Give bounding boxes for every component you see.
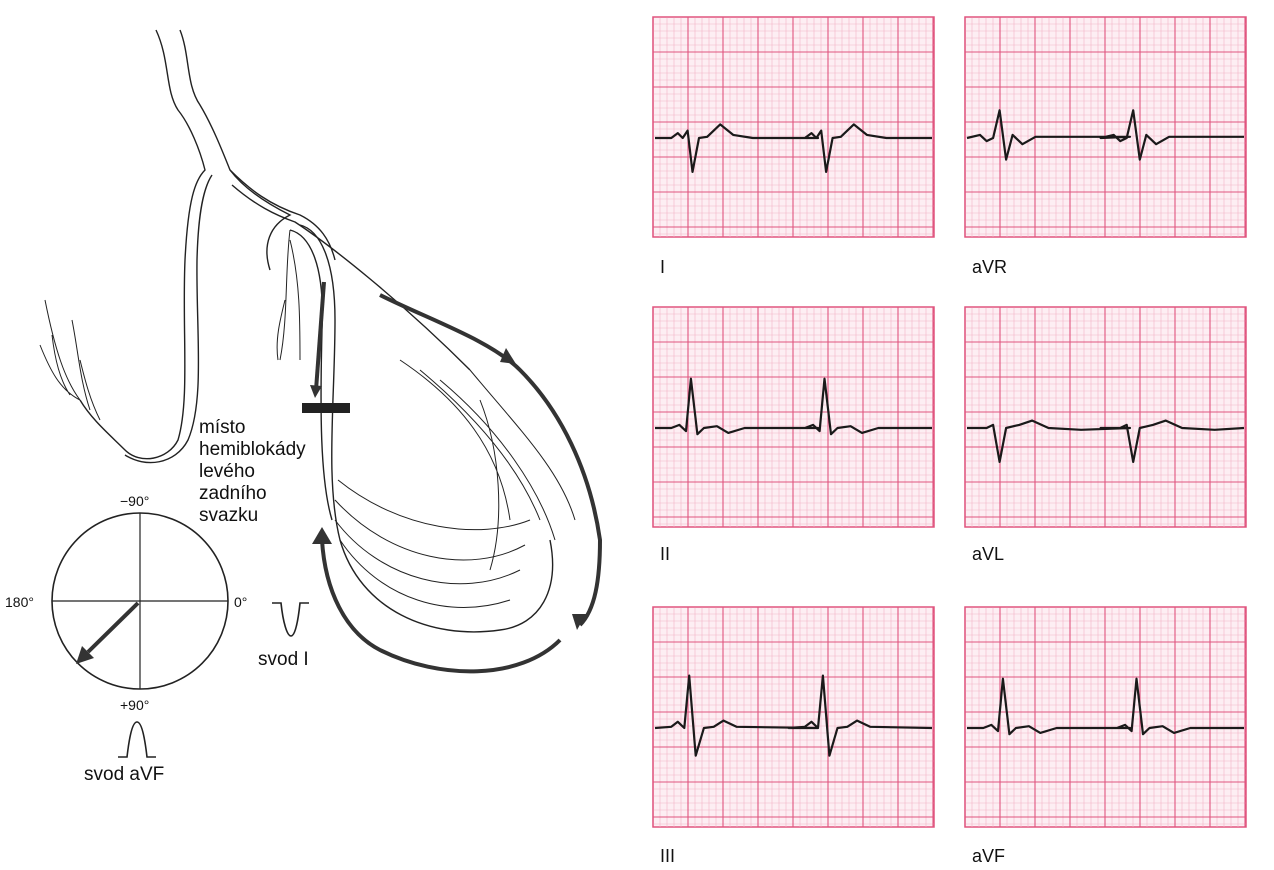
block-label-line-2: hemiblokády <box>199 439 306 460</box>
axis-label-plus90: +90° <box>120 697 150 713</box>
ecg-panel-aVF <box>965 607 1246 866</box>
hexaxial-circle <box>5 493 247 713</box>
ecg-panel-II <box>653 307 934 564</box>
block-label-line-1: místo <box>199 417 246 438</box>
ecg-lead-label-aVF: aVF <box>972 846 1006 866</box>
conduction-system-diagram <box>40 30 575 632</box>
axis-label-180: 180° <box>5 594 34 610</box>
ecg-lead-label-aVR: aVR <box>972 257 1008 277</box>
purkinje-fibers <box>335 360 575 608</box>
left-bundle-branch-upper <box>230 170 335 260</box>
ecg-lead-label-II: II <box>660 544 671 564</box>
block-label-line-3: levého <box>199 461 255 482</box>
left-bundle-branch-lower <box>232 185 470 370</box>
ecg-panel-aVR <box>965 17 1246 277</box>
arc-head-3 <box>312 527 332 544</box>
block-label-line-4: zadního <box>199 483 267 504</box>
ecg-panel-III <box>653 607 934 866</box>
block-bar <box>302 403 350 413</box>
axis-vector <box>88 603 138 652</box>
his-bundle-outer-line <box>80 30 205 459</box>
activation-arrows <box>312 295 600 671</box>
activation-arc-upper <box>380 295 600 625</box>
axis-label-zero: 0° <box>234 594 248 610</box>
lead-aVF-wave <box>118 722 156 757</box>
block-site-marker <box>302 282 350 413</box>
block-label <box>199 417 311 526</box>
lead-I-wave <box>272 603 309 636</box>
lead-I-complex <box>258 603 309 670</box>
ecg-panel-I <box>653 17 934 277</box>
block-arrow-head <box>310 385 322 398</box>
left-posterior-fascicle <box>300 225 553 632</box>
block-arrow <box>316 282 324 390</box>
ecg-lead-label-I: I <box>660 257 666 277</box>
lead-I-label: svod I <box>258 649 309 670</box>
ecg-lead-label-aVL: aVL <box>972 544 1005 564</box>
lead-aVF-complex <box>84 722 164 785</box>
axis-label-minus90: −90° <box>120 493 150 509</box>
his-bundle-inner-line <box>180 30 290 270</box>
ecg-panel-aVL <box>965 307 1246 564</box>
lead-aVF-label: svod aVF <box>84 764 165 785</box>
ecg-panels <box>653 17 1246 866</box>
right-bundle-branching <box>40 230 300 420</box>
ecg-lead-label-III: III <box>660 846 676 866</box>
block-label-line-5: svazku <box>199 505 259 526</box>
